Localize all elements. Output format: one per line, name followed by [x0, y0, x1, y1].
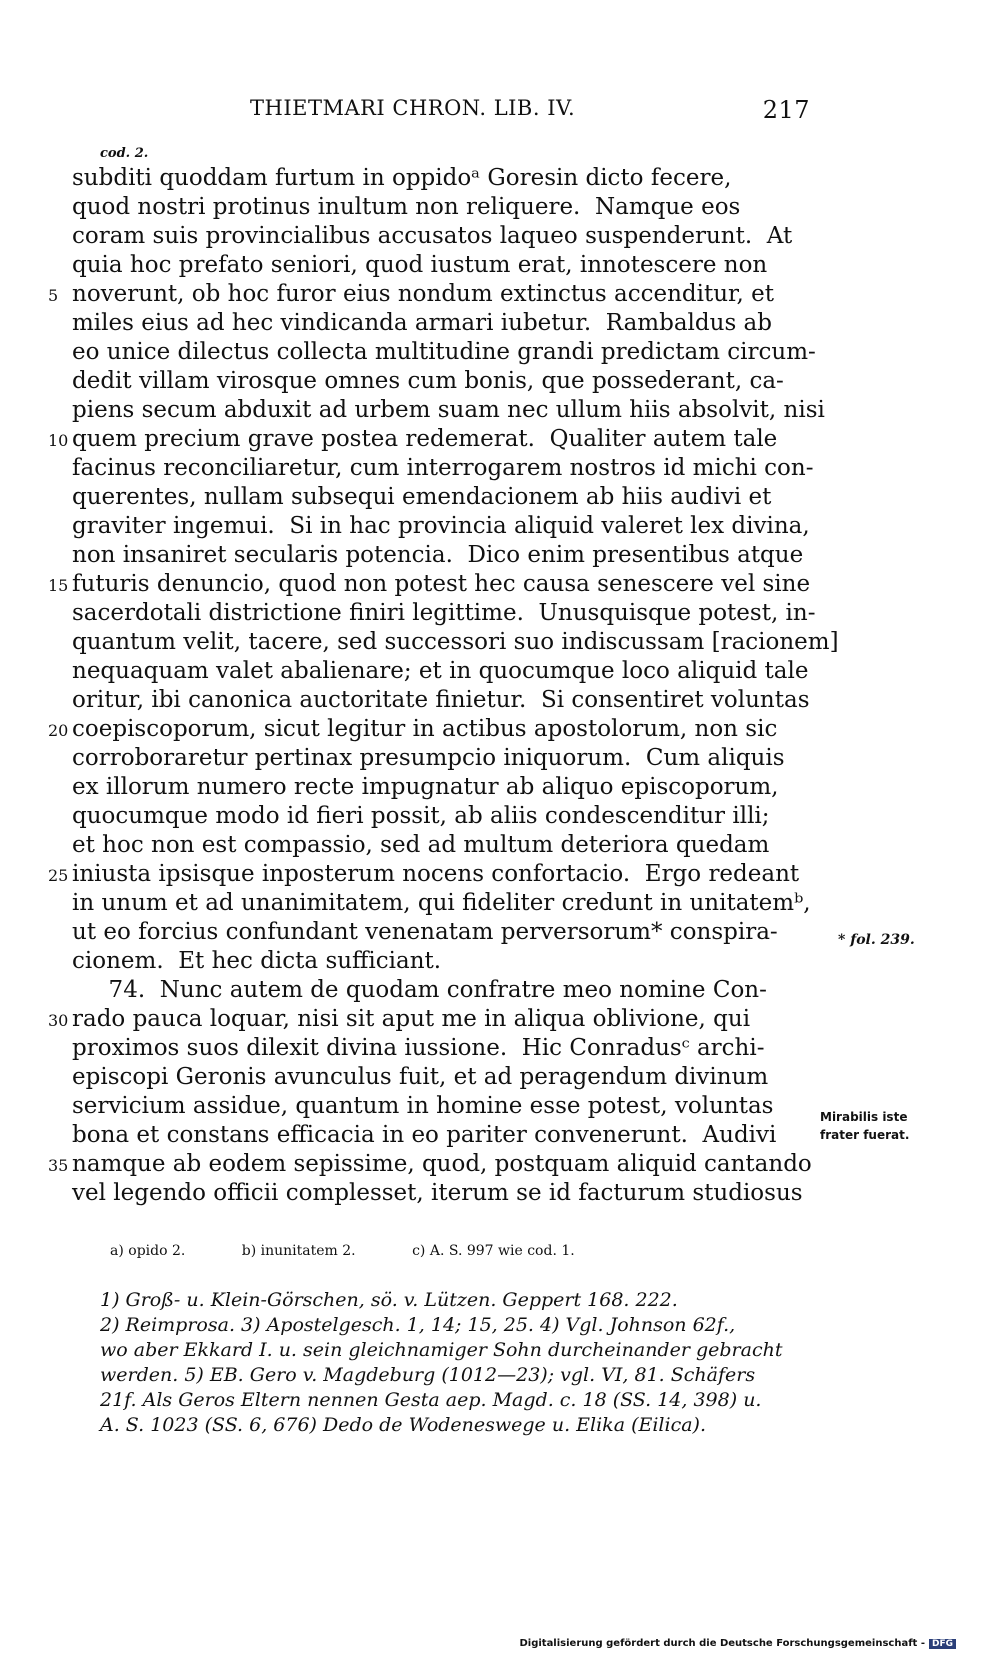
text-line — [72, 222, 812, 251]
line-number: 30 — [48, 1011, 69, 1030]
line-text: servicium assidue, quantum in homine esse potest, voluntas — [72, 1093, 774, 1119]
line-text: ex illorum numero recte impugnatur ab aliquo episcoporum, — [72, 774, 779, 800]
line-text: nequaquam valet abalienare; et in quocumque loco aliquid tale — [72, 658, 809, 684]
line-text: piens secum abduxit ad urbem suam nec ullum hiis absolvit, nisi — [72, 397, 825, 423]
running-header — [250, 96, 810, 128]
dfg-logo: DFG — [929, 1639, 956, 1649]
line-text: ut eo forcius confundant venenatam perversorum* conspira- — [72, 919, 778, 945]
text-line — [72, 976, 812, 1005]
line-number: 15 — [48, 576, 69, 595]
text-line — [72, 657, 812, 686]
text-line — [72, 947, 812, 976]
marginal-note-line: Mirabilis iste — [820, 1110, 908, 1124]
text-line — [72, 512, 812, 541]
text-line — [72, 367, 812, 396]
line-text: bona et constans efficacia in eo pariter convenerunt. Audivi — [72, 1122, 777, 1148]
digitization-text: Digitalisierung gefördert durch die Deutsche Forschungsgemeinschaft - — [519, 1638, 925, 1649]
text-line — [48, 280, 812, 309]
line-text: quia hoc prefato seniori, quod iustum erat, innotescere non — [72, 252, 768, 278]
line-text: cionem. Et hec dicta sufficiant. — [72, 948, 442, 974]
text-line — [72, 773, 812, 802]
text-line — [72, 338, 816, 367]
line-text: rado pauca loquar, nisi sit aput me in aliqua oblivione, qui — [72, 1006, 751, 1032]
footnote-line: werden. 5) EB. Gero v. Magdeburg (1012—23); vgl. VI, 81. Schäfers — [100, 1364, 756, 1386]
text-line — [72, 454, 812, 483]
line-text: facinus reconciliaretur, cum interrogarem nostros id michi con- — [72, 455, 814, 481]
text-line — [72, 1179, 812, 1208]
codex-label: cod. 2. — [100, 146, 149, 161]
text-line — [48, 860, 812, 889]
footnote-line: 2) Reimprosa. 3) Apostelgesch. 1, 14; 15, 25. 4) Vgl. Johnson 62f., — [100, 1314, 736, 1336]
line-text: episcopi Geronis avunculus fuit, et ad peragendum divinum — [72, 1064, 769, 1090]
text-line — [72, 599, 816, 628]
line-text: futuris denuncio, quod non potest hec causa senescere vel sine — [72, 571, 811, 597]
text-line — [48, 1005, 812, 1034]
text-line — [72, 1092, 812, 1121]
footnote-line: 21f. Als Geros Eltern nennen Gesta aep. Magd. c. 18 (SS. 14, 398) u. — [100, 1389, 762, 1411]
text-line — [48, 715, 812, 744]
text-line — [72, 193, 812, 222]
variant-note: c) A. S. 997 wie cod. 1. — [412, 1243, 575, 1259]
line-text: subditi quoddam furtum in oppidoᵃ Goresin dicto fecere, — [72, 165, 732, 191]
footnote-line: 1) Groß- u. Klein-Görschen, sö. v. Lützen. Geppert 168. 222. — [100, 1289, 678, 1311]
line-text: sacerdotali districtione finiri legittime. Unusquisque potest, in- — [72, 600, 816, 626]
line-text: miles eius ad hec vindicanda armari iubetur. Rambaldus ab — [72, 310, 772, 336]
text-line — [72, 1121, 812, 1150]
digitization-credit — [519, 1638, 956, 1649]
footnotes — [100, 1288, 812, 1438]
line-text: noverunt, ob hoc furor eius nondum extinctus accenditur, et — [72, 281, 775, 307]
main-text — [48, 164, 839, 1208]
line-number: 35 — [48, 1156, 69, 1175]
text-line — [72, 396, 825, 425]
footnote-line: A. S. 1023 (SS. 6, 676) Dedo de Wodeneswege u. Elika (Eilica). — [100, 1414, 706, 1436]
line-text: quocumque modo id fieri possit, ab aliis condescenditur illi; — [72, 803, 770, 829]
variant-note: b) inunitatem 2. — [241, 1243, 356, 1259]
line-number: 10 — [48, 431, 69, 450]
text-line — [72, 309, 812, 338]
line-text: graviter ingemui. Si in hac provincia aliquid valeret lex divina, — [72, 513, 810, 539]
text-line — [72, 1034, 812, 1063]
text-line — [48, 570, 812, 599]
page-number: 217 — [762, 96, 810, 124]
line-number: 5 — [48, 286, 59, 305]
text-line — [72, 686, 812, 715]
text-line — [72, 628, 839, 657]
folio-marginal-note: * fol. 239. — [838, 932, 915, 948]
text-line — [72, 164, 812, 193]
text-line — [72, 1063, 812, 1092]
line-text: 74. Nunc autem de quodam confratre meo nomine Con- — [72, 977, 767, 1003]
line-text: dedit villam virosque omnes cum bonis, que possederant, ca- — [72, 368, 784, 394]
text-line — [72, 251, 812, 280]
line-number: 25 — [48, 866, 69, 885]
running-title: THIETMARI CHRON. LIB. IV. — [250, 96, 576, 120]
line-text: querentes, nullam subsequi emendacionem ab hiis audivi et — [72, 484, 772, 510]
text-line — [48, 1150, 812, 1179]
text-line — [72, 744, 812, 773]
text-line — [72, 541, 812, 570]
line-text: quem precium grave postea redemerat. Qualiter autem tale — [72, 426, 778, 452]
line-text: coram suis provincialibus accusatos laqueo suspenderunt. At — [72, 223, 793, 249]
text-line — [72, 802, 812, 831]
marginal-note-line: frater fuerat. — [820, 1128, 910, 1142]
text-line — [48, 425, 812, 454]
line-text: quantum velit, tacere, sed successori suo indiscussam [racionem] — [72, 629, 839, 655]
line-text: quod nostri protinus inultum non reliquere. Namque eos — [72, 194, 741, 220]
line-text: oritur, ibi canonica auctoritate finietur. Si consentiret voluntas — [72, 687, 810, 713]
line-number: 20 — [48, 721, 69, 740]
text-line — [72, 889, 812, 918]
line-text: namque ab eodem sepissime, quod, postquam aliquid cantando — [72, 1151, 812, 1177]
line-text: corroboraretur pertinax presumpcio iniquorum. Cum aliquis — [72, 745, 785, 771]
line-text: et hoc non est compassio, sed ad multum deteriora quedam — [72, 832, 770, 858]
line-text: vel legendo officii complesset, iterum se id facturum studiosus — [72, 1180, 803, 1206]
variant-notes — [110, 1243, 627, 1259]
text-line — [72, 918, 812, 947]
text-line — [72, 831, 812, 860]
variant-note: a) opido 2. — [110, 1243, 186, 1259]
line-text: coepiscoporum, sicut legitur in actibus apostolorum, non sic — [72, 716, 778, 742]
line-text: non insaniret secularis potencia. Dico enim presentibus atque — [72, 542, 804, 568]
line-text: eo unice dilectus collecta multitudine grandi predictam circum- — [72, 339, 816, 365]
line-text: proximos suos dilexit divina iussione. Hic Conradusᶜ archi- — [72, 1035, 765, 1061]
mirabilis-marginal-note — [820, 1108, 940, 1144]
line-text: iniusta ipsisque inposterum nocens confortacio. Ergo redeant — [72, 861, 800, 887]
text-line — [72, 483, 812, 512]
line-text: in unum et ad unanimitatem, qui fideliter credunt in unitatemᵇ, — [72, 890, 811, 916]
footnote-line: wo aber Ekkard I. u. sein gleichnamiger Sohn durcheinander gebracht — [100, 1339, 783, 1361]
